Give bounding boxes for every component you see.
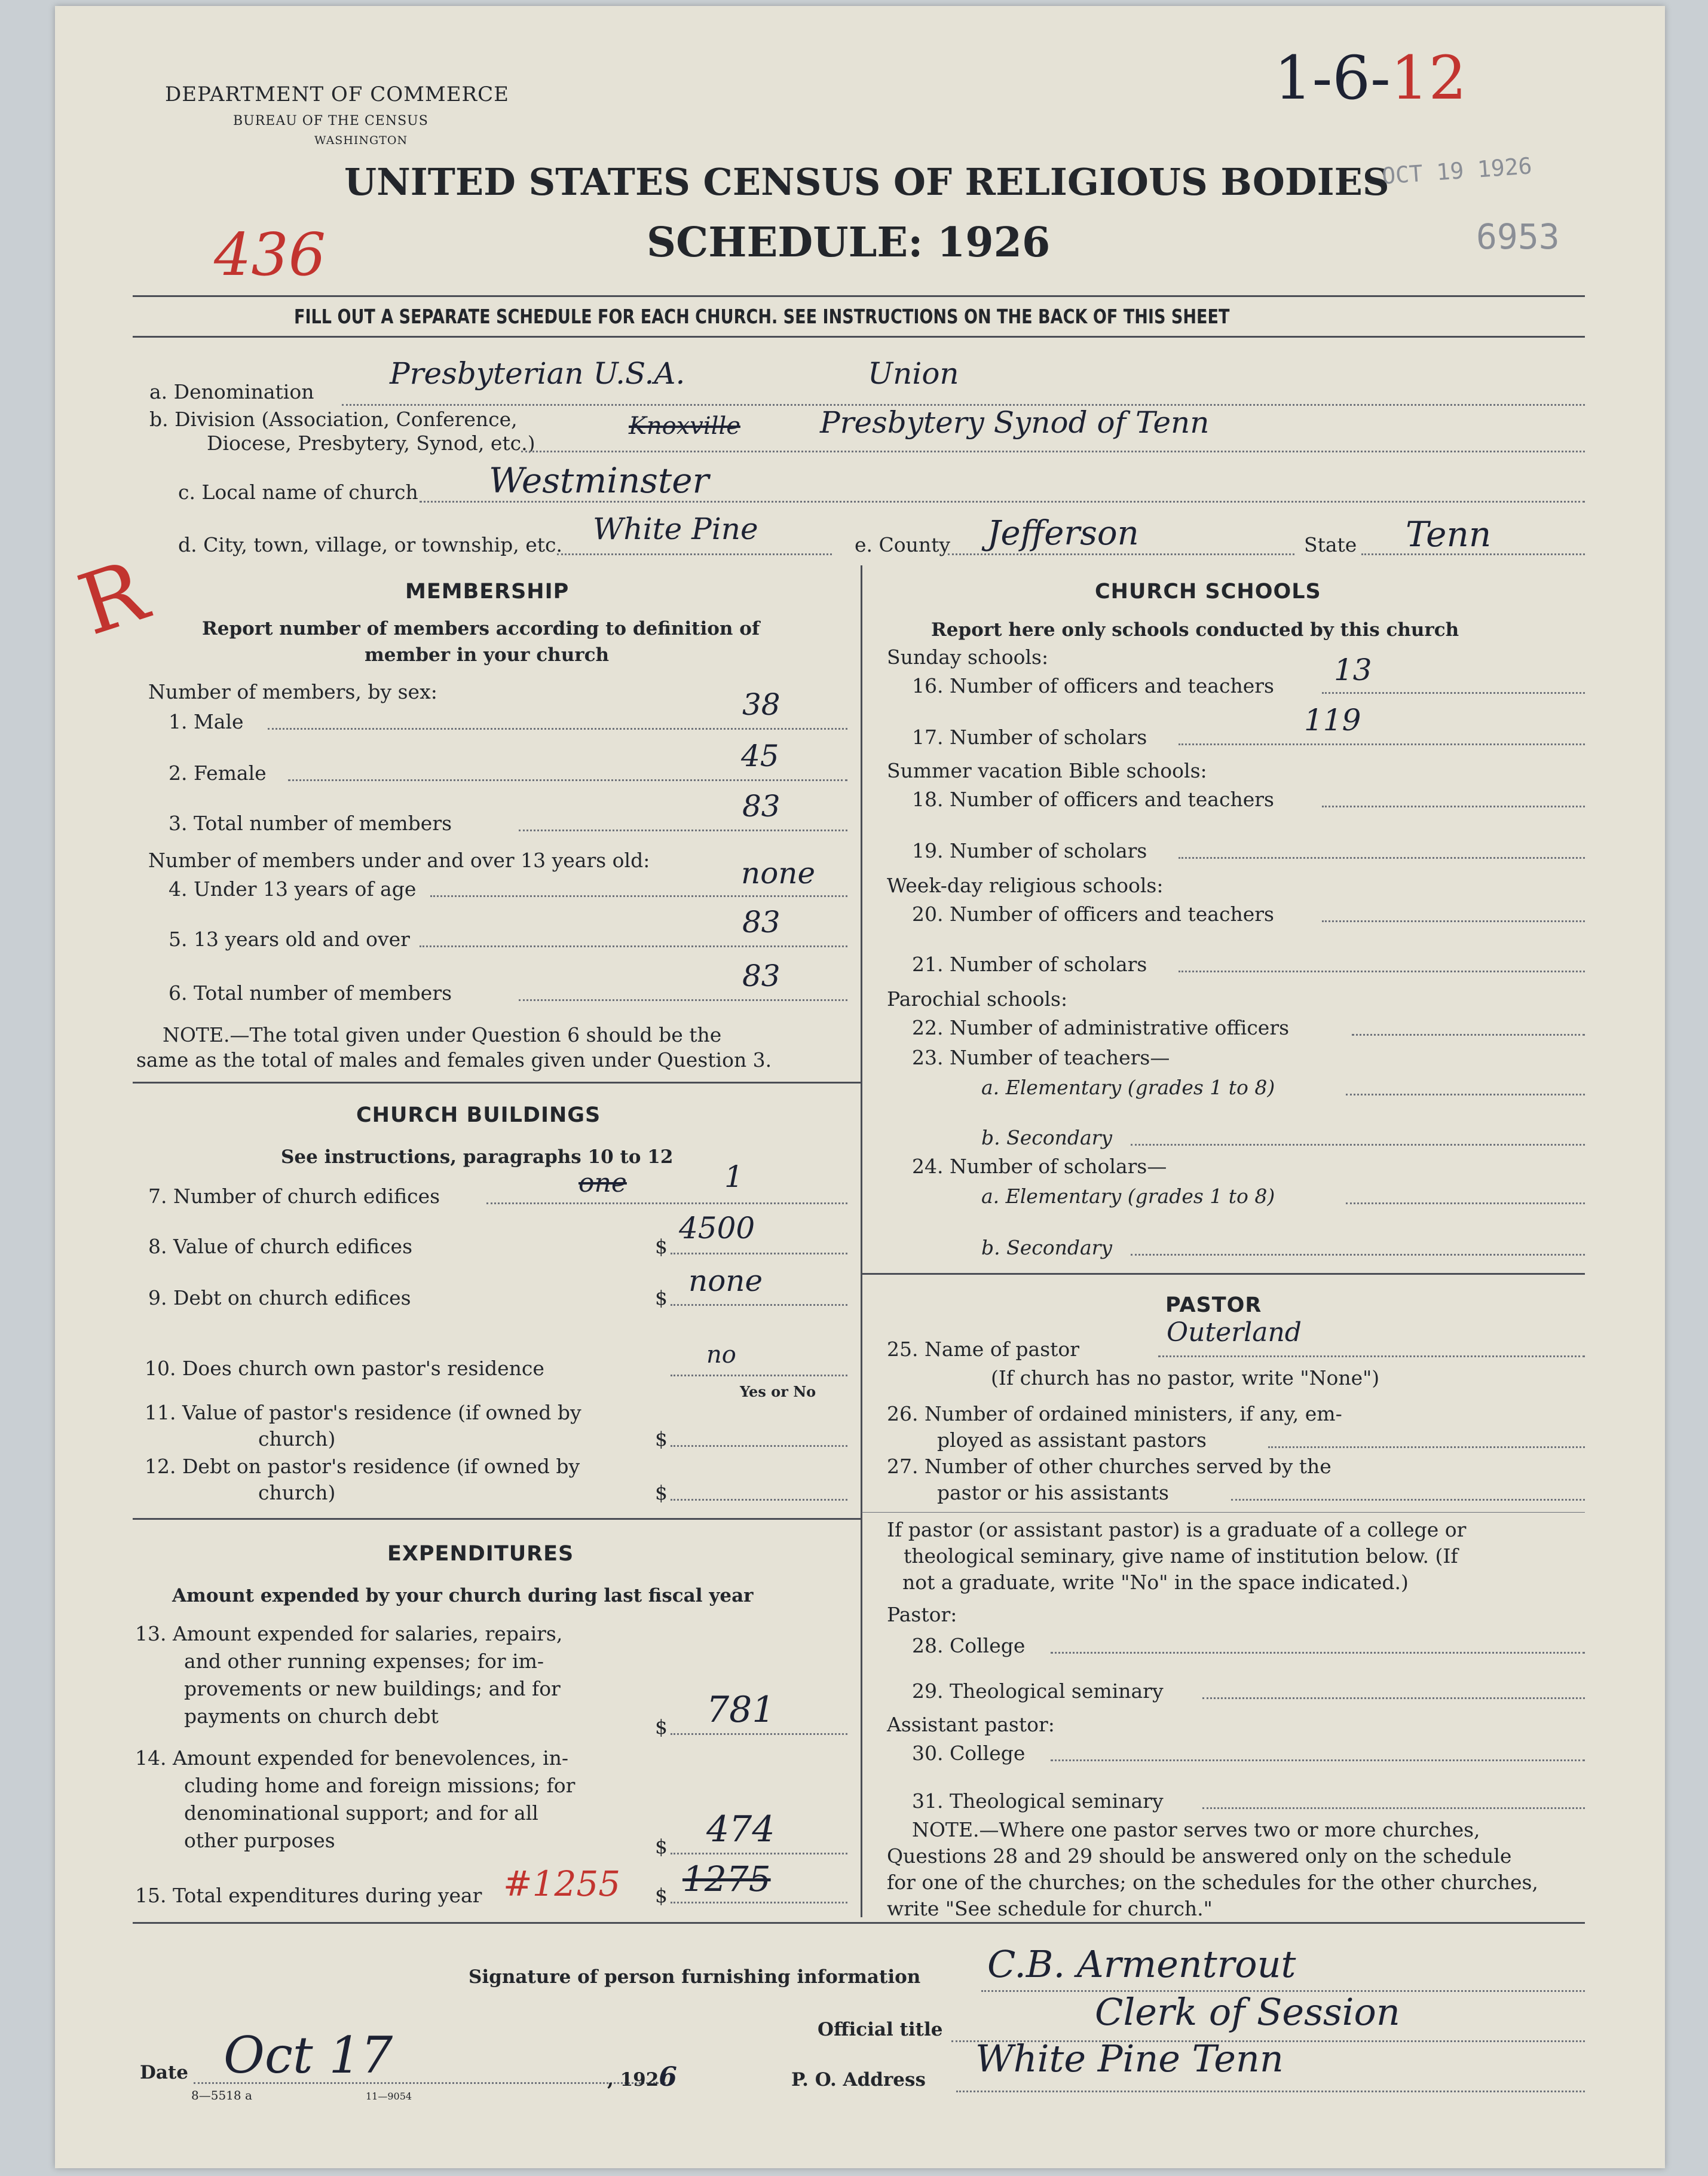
q28-label: 28. College <box>912 1634 1026 1657</box>
q9-line <box>671 1304 847 1306</box>
q4-under13-value[interactable]: none <box>741 856 816 890</box>
membership-intro-1: Report number of members according to definition of <box>202 618 760 639</box>
q25-line <box>1158 1355 1585 1357</box>
pastor-note-4: write "See schedule for church." <box>887 1897 1213 1920</box>
q13-dollar-sign: $ <box>655 1715 668 1739</box>
q12-label-2: church) <box>258 1481 336 1504</box>
rule-buildings <box>133 1518 861 1520</box>
q6-line <box>519 999 847 1001</box>
q13-label-4: payments on church debt <box>184 1704 439 1728</box>
membership-heading: MEMBERSHIP <box>405 580 570 604</box>
q30-label: 30. College <box>912 1742 1026 1765</box>
q15-dollar-sign: $ <box>655 1884 668 1907</box>
q25-hint: (If church has no pastor, write "None") <box>991 1366 1380 1390</box>
rule-top <box>133 295 1585 297</box>
buildings-heading: CHURCH BUILDINGS <box>356 1103 601 1127</box>
date-label: Date <box>140 2062 189 2083</box>
rule-under-instruction <box>133 336 1585 338</box>
q8-value-value[interactable]: 4500 <box>679 1211 755 1245</box>
q11-dollar-sign: $ <box>655 1427 668 1450</box>
q17-label: 17. Number of scholars <box>912 726 1147 749</box>
q16-value[interactable]: 13 <box>1334 653 1372 687</box>
q27-label-1: 27. Number of other churches served by the <box>887 1455 1331 1478</box>
q12-label-1: 12. Debt on pastor's residence (if owned by <box>145 1455 580 1478</box>
q7-edifices-struck: one <box>578 1168 627 1198</box>
q14-label-2: cluding home and foreign missions; for <box>184 1774 576 1797</box>
q15-corrected-total: #1255 <box>503 1863 621 1904</box>
q26-line <box>1268 1446 1585 1448</box>
county-line <box>948 553 1294 555</box>
city-line <box>557 553 832 555</box>
rule-pastor <box>862 1512 1585 1513</box>
q18-line <box>1322 806 1585 807</box>
q11-line <box>671 1445 847 1447</box>
q15-total-label: 15. Total expenditures during year <box>135 1884 482 1907</box>
q25-label: 25. Name of pastor <box>887 1338 1080 1361</box>
schools-heading: CHURCH SCHOOLS <box>1095 580 1321 604</box>
q16-line <box>1322 692 1585 694</box>
buildings-intro: See instructions, paragraphs 10 to 12 <box>281 1146 674 1168</box>
q12-dollar-sign: $ <box>655 1481 668 1504</box>
q28-line <box>1051 1652 1585 1654</box>
pastor-education-label: Pastor: <box>887 1603 957 1626</box>
q24a-label: a. Elementary (grades 1 to 8) <box>981 1185 1275 1208</box>
po-address-line <box>956 2091 1585 2092</box>
local-name-label: c. Local name of church <box>178 481 418 504</box>
q11-label-2: church) <box>258 1427 336 1450</box>
handwritten-code-red: 12 <box>1390 43 1467 113</box>
q15-total-value[interactable]: 1275 <box>682 1859 771 1899</box>
q23a-line <box>1346 1094 1585 1095</box>
bureau-city: WASHINGTON <box>314 134 408 147</box>
q20-line <box>1322 920 1585 922</box>
state-value[interactable]: Tenn <box>1406 514 1492 555</box>
division-value-struck: Knoxville <box>629 412 740 440</box>
q24a-line <box>1346 1202 1585 1204</box>
q14-line <box>671 1853 847 1854</box>
q14-value[interactable]: 474 <box>706 1808 775 1850</box>
q4-line <box>430 895 847 897</box>
q8-value-label: 8. Value of church edifices <box>148 1235 413 1258</box>
q18-label: 18. Number of officers and teachers <box>912 788 1274 811</box>
q5-line <box>420 945 847 947</box>
membership-note-1: NOTE.—The total given under Question 6 should be the <box>163 1023 722 1046</box>
handwritten-code-dark: 1-6- <box>1274 43 1391 113</box>
q6-total-label: 6. Total number of members <box>169 981 452 1005</box>
membership-note-2: same as the total of males and females given under Question 3. <box>136 1048 772 1072</box>
weekday-schools-label: Week-day religious schools: <box>887 874 1164 897</box>
official-title-label: Official title <box>818 2019 943 2040</box>
q2-female-label: 2. Female <box>169 761 267 785</box>
parochial-schools-label: Parochial schools: <box>887 987 1068 1011</box>
expenditures-intro: Amount expended by your church during last fiscal year <box>172 1585 754 1606</box>
q26-label-1: 26. Number of ordained ministers, if any, em- <box>887 1402 1342 1425</box>
sunday-schools-label: Sunday schools: <box>887 645 1049 669</box>
q10-yes-no-hint: Yes or No <box>740 1383 816 1400</box>
q1-male-value[interactable]: 38 <box>742 687 780 722</box>
summer-schools-label: Summer vacation Bible schools: <box>887 759 1207 782</box>
q23b-label: b. Secondary <box>981 1126 1113 1149</box>
pastor-note-1: NOTE.—Where one pastor serves two or more churches, <box>912 1818 1480 1841</box>
schedule-year: SCHEDULE: 1926 <box>647 219 1051 267</box>
q14-label-1: 14. Amount expended for benevolences, in- <box>135 1746 569 1770</box>
q31-line <box>1202 1807 1585 1809</box>
q6-total-value[interactable]: 83 <box>742 959 780 993</box>
pastor-heading: PASTOR <box>1165 1293 1262 1317</box>
q13-label-2: and other running expenses; for im- <box>184 1649 544 1673</box>
q24b-line <box>1131 1254 1585 1256</box>
q27-line <box>1231 1499 1585 1501</box>
rule-bottom-table <box>133 1922 1585 1924</box>
city-value[interactable]: White Pine <box>593 512 758 546</box>
graduate-note-3: not a graduate, write "No" in the space indicated.) <box>902 1571 1409 1594</box>
signature-value[interactable]: C.B. Armentrout <box>987 1942 1296 1986</box>
q10-residence-label: 10. Does church own pastor's residence <box>145 1357 544 1380</box>
serial-number-stamp: 6953 <box>1476 216 1560 257</box>
q4-under13-label: 4. Under 13 years of age <box>169 877 417 901</box>
q27-label-2: pastor or his assistants <box>937 1481 1169 1504</box>
q14-label-4: other purposes <box>184 1829 335 1852</box>
date-value[interactable]: Oct 17 <box>224 2026 393 2085</box>
rule-schools <box>862 1273 1585 1275</box>
signature-label: Signature of person furnishing information <box>469 1966 921 1988</box>
q22-label: 22. Number of administrative officers <box>912 1016 1290 1039</box>
po-address-value[interactable]: White Pine Tenn <box>975 2037 1284 2080</box>
q5-over13-label: 5. 13 years old and over <box>169 928 410 951</box>
print-number: 11—9054 <box>366 2091 412 2102</box>
members-by-sex-label: Number of members, by sex: <box>148 680 437 703</box>
local-name-line <box>420 501 1585 503</box>
graduate-note-1: If pastor (or assistant pastor) is a graduate of a college or <box>887 1518 1467 1541</box>
q17-value[interactable]: 119 <box>1304 703 1361 737</box>
q13-line <box>671 1733 847 1735</box>
q24b-label: b. Secondary <box>981 1236 1113 1259</box>
expenditures-heading: EXPENDITURES <box>387 1542 574 1566</box>
q3-total-value[interactable]: 83 <box>742 789 780 824</box>
q10-line <box>671 1375 847 1376</box>
received-date-stamp: OCT 19 1926 <box>1381 152 1533 189</box>
q23b-line <box>1131 1144 1585 1146</box>
q26-label-2: ployed as assistant pastors <box>937 1428 1207 1452</box>
q9-dollar-sign: $ <box>655 1286 668 1309</box>
division-value[interactable]: Presbytery Synod of Tenn <box>820 405 1210 440</box>
q13-label-1: 13. Amount expended for salaries, repairs, <box>135 1622 563 1645</box>
q3-line <box>519 830 847 831</box>
q14-label-3: denominational support; and for all <box>184 1801 538 1825</box>
q30-line <box>1051 1759 1585 1761</box>
year-prefix <box>607 2062 677 2092</box>
year-printed: , 192 <box>607 2069 659 2091</box>
red-check-mark: R <box>68 542 158 655</box>
fill-out-instruction: FILL OUT A SEPARATE SCHEDULE FOR EACH CHURCH. SEE INSTRUCTIONS ON THE BACK OF THIS SHEET <box>294 305 1230 328</box>
schools-intro: Report here only schools conducted by this church <box>931 619 1459 641</box>
graduate-note-2: theological seminary, give name of institution below. (If <box>904 1544 1458 1568</box>
q19-line <box>1179 857 1585 859</box>
denomination-value[interactable]: Presbyterian U.S.A. <box>390 356 685 391</box>
bureau-name: BUREAU OF THE CENSUS <box>233 114 428 128</box>
q1-male-label: 1. Male <box>169 710 244 733</box>
q10-residence-value[interactable]: no <box>706 1341 736 1369</box>
q21-label: 21. Number of scholars <box>912 953 1147 976</box>
membership-intro-2: member in your church <box>365 644 610 666</box>
denomination-union-note: Union <box>868 356 959 391</box>
q8-dollar-sign: $ <box>655 1235 668 1258</box>
q23a-label: a. Elementary (grades 1 to 8) <box>981 1076 1275 1099</box>
pastor-note-3: for one of the churches; on the schedules for the other churches, <box>887 1871 1538 1894</box>
q25-pastor-name[interactable]: Outerland <box>1167 1317 1302 1348</box>
state-label: State <box>1304 533 1357 556</box>
column-divider <box>861 565 862 1917</box>
q1-line <box>268 728 847 730</box>
members-by-age-label: Number of members under and over 13 years old: <box>148 849 650 872</box>
year-handwritten-digit[interactable]: 6 <box>659 2062 677 2092</box>
q20-label: 20. Number of officers and teachers <box>912 902 1274 926</box>
q16-label: 16. Number of officers and teachers <box>912 674 1274 697</box>
q12-line <box>671 1499 847 1501</box>
po-address-label: P. O. Address <box>791 2069 926 2091</box>
q3-total-label: 3. Total number of members <box>169 812 452 835</box>
q7-edifices-label: 7. Number of church edifices <box>148 1185 440 1208</box>
handwritten-red-number: 436 <box>214 221 326 289</box>
q17-line <box>1179 743 1585 745</box>
q7-line <box>486 1202 847 1204</box>
q11-label-1: 11. Value of pastor's residence (if owned by <box>145 1401 581 1424</box>
pastor-note-2: Questions 28 and 29 should be answered only on the schedule <box>887 1844 1512 1868</box>
city-label: d. City, town, village, or township, etc. <box>178 533 563 556</box>
q22-line <box>1352 1034 1585 1036</box>
q9-debt-value[interactable]: none <box>688 1263 763 1298</box>
division-label-cont: Diocese, Presbytery, Synod, etc.) <box>207 431 535 455</box>
division-label: b. Division (Association, Conference, <box>149 408 518 431</box>
q2-female-value[interactable]: 45 <box>741 739 779 773</box>
county-label: e. County <box>855 533 951 556</box>
handwritten-code <box>1274 43 1467 113</box>
q13-value[interactable]: 781 <box>706 1689 775 1731</box>
q24-label: 24. Number of scholars— <box>912 1155 1167 1178</box>
q2-line <box>288 779 847 781</box>
q21-line <box>1179 971 1585 972</box>
form-title: UNITED STATES CENSUS OF RELIGIOUS BODIES <box>344 160 1389 204</box>
q29-line <box>1202 1697 1585 1699</box>
q19-label: 19. Number of scholars <box>912 839 1147 862</box>
division-line <box>521 451 1585 452</box>
q5-over13-value[interactable]: 83 <box>742 905 780 939</box>
q31-label: 31. Theological seminary <box>912 1789 1164 1813</box>
assistant-education-label: Assistant pastor: <box>887 1713 1055 1736</box>
department-name: DEPARTMENT OF COMMERCE <box>165 82 509 106</box>
q15-line <box>671 1902 847 1903</box>
rule-membership <box>133 1082 861 1084</box>
q29-label: 29. Theological seminary <box>912 1679 1164 1703</box>
q13-label-3: provements or new buildings; and for <box>184 1677 561 1700</box>
q7-edifices-value[interactable]: 1 <box>724 1159 743 1194</box>
q9-debt-label: 9. Debt on church edifices <box>148 1286 411 1309</box>
q23-label: 23. Number of teachers— <box>912 1046 1170 1069</box>
census-schedule-sheet <box>55 6 1665 2168</box>
form-number: 8—5518 a <box>191 2088 252 2102</box>
q14-dollar-sign: $ <box>655 1835 668 1858</box>
official-title-value[interactable]: Clerk of Session <box>1095 1990 1400 2034</box>
local-name-value[interactable]: Westminster <box>489 460 709 501</box>
denomination-label: a. Denomination <box>149 380 314 403</box>
q8-line <box>671 1253 847 1254</box>
county-value[interactable]: Jefferson <box>987 514 1139 553</box>
